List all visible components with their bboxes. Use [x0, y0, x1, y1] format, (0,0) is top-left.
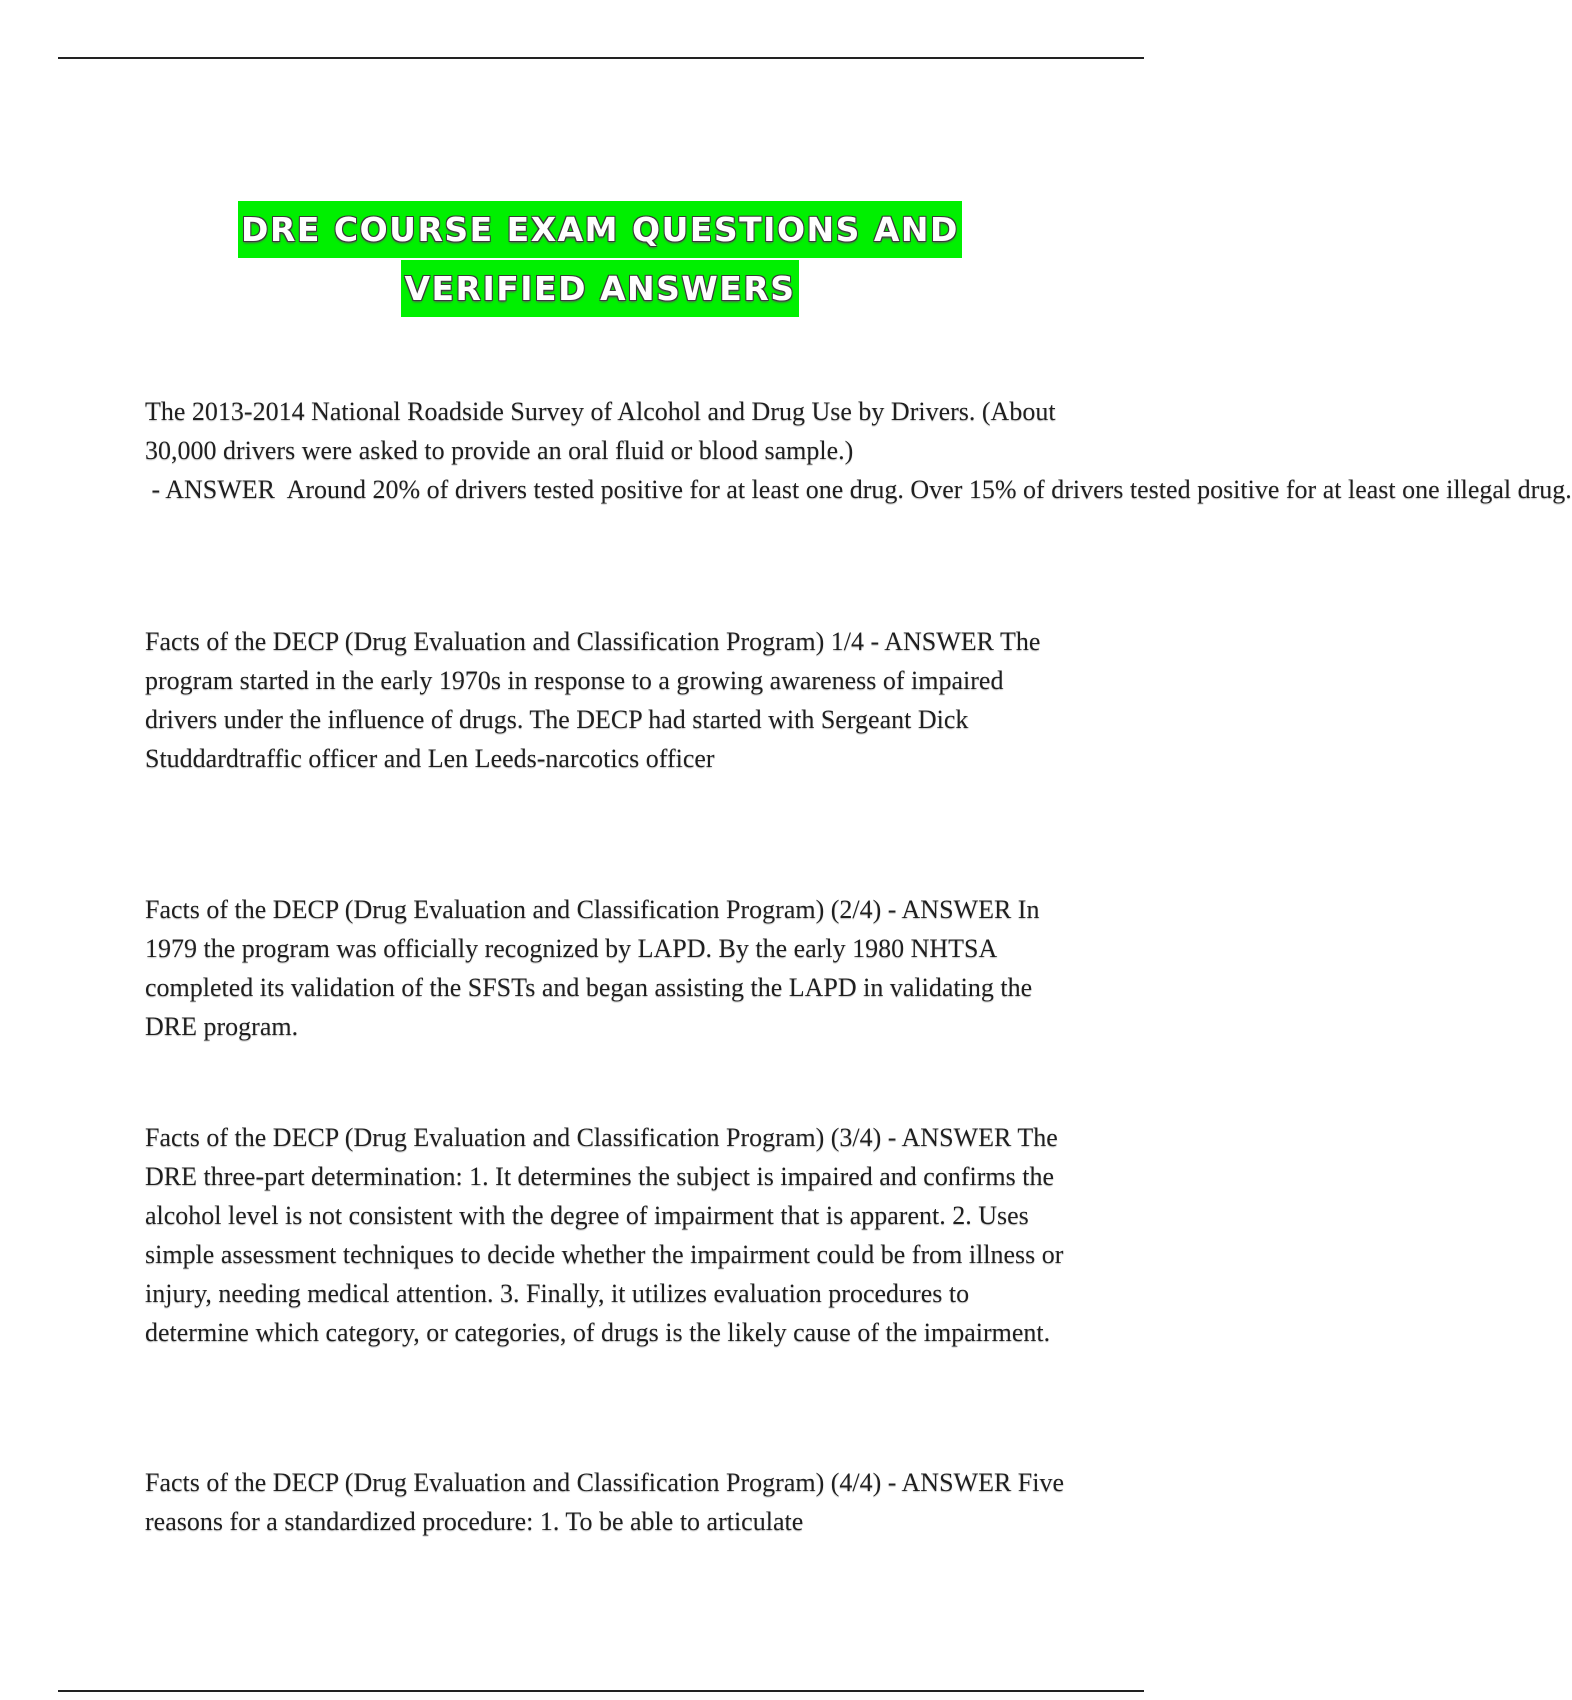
question-text: Facts of the DECP (Drug Evaluation and Classification Program) (4/4): [145, 1468, 882, 1497]
top-rule: [58, 57, 1144, 59]
document-title: [0, 201, 1200, 317]
question-text: Facts of the DECP (Drug Evaluation and Classification Program) (3/4): [145, 1123, 882, 1152]
question-text: Facts of the DECP (Drug Evaluation and Classification Program) 1/4: [145, 627, 864, 656]
separator: -: [145, 475, 166, 504]
qa-entry-4: [145, 1118, 1075, 1352]
separator: -: [881, 895, 902, 924]
question-text: The 2013-2014 National Roadside Survey of Alcohol and Drug Use by Drivers. (About 30,000 drivers were asked to provide an oral fluid or blood sample.): [145, 397, 1056, 465]
qa-entry-3: [145, 890, 1075, 1046]
separator: -: [881, 1468, 902, 1497]
answer-text: Five reasons for a standardized procedure: 1. To be able to articulate: [145, 1468, 1065, 1536]
answer-label: ANSWER: [165, 475, 276, 504]
separator: -: [863, 627, 885, 656]
answer-label: ANSWER: [901, 1123, 1012, 1152]
answer-label: ANSWER: [901, 895, 1012, 924]
title-line-1: DRE COURSE EXAM QUESTIONS AND: [238, 201, 962, 258]
question-text: Facts of the DECP (Drug Evaluation and Classification Program) (2/4): [145, 895, 882, 924]
answer-label: ANSWER: [884, 627, 994, 656]
answer-text: In 1979 the program was officially recognized by LAPD. By the early 1980 NHTSA completed its validation of the SFSTs and began assisting the LAPD in validating the DRE program.: [145, 895, 1040, 1041]
separator: -: [881, 1123, 902, 1152]
bottom-rule: [58, 1690, 1144, 1692]
title-line-2: VERIFIED ANSWERS: [401, 260, 798, 317]
answer-text: The program started in the early 1970s in response to a growing awareness of impaired drivers under the influence of drugs. The DECP had started with Sergeant Dick Studdardtraffic officer and Len Leeds-narcotics officer: [145, 627, 1041, 773]
qa-entry-1: [145, 392, 1572, 509]
qa-entry-5: [145, 1463, 1075, 1541]
qa-entry-2: [145, 622, 1075, 778]
answer-label: ANSWER: [901, 1468, 1012, 1497]
answer-text: The DRE three-part determination: 1. It determines the subject is impaired and confirms the alcohol level is not consistent with the degree of impairment that is apparent. 2. Uses simple assessment techniques to decide whether the impairment could be from illness or injury, needing medical attention. 3. Finally, it utilizes evaluation procedures to determine which category, or categories, of drugs is the likely cause of the impairment.: [145, 1123, 1064, 1347]
answer-text: Around 20% of drivers tested positive for at least one drug. Over 15% of drivers tested positive for at least one illegal drug.: [275, 475, 1572, 504]
